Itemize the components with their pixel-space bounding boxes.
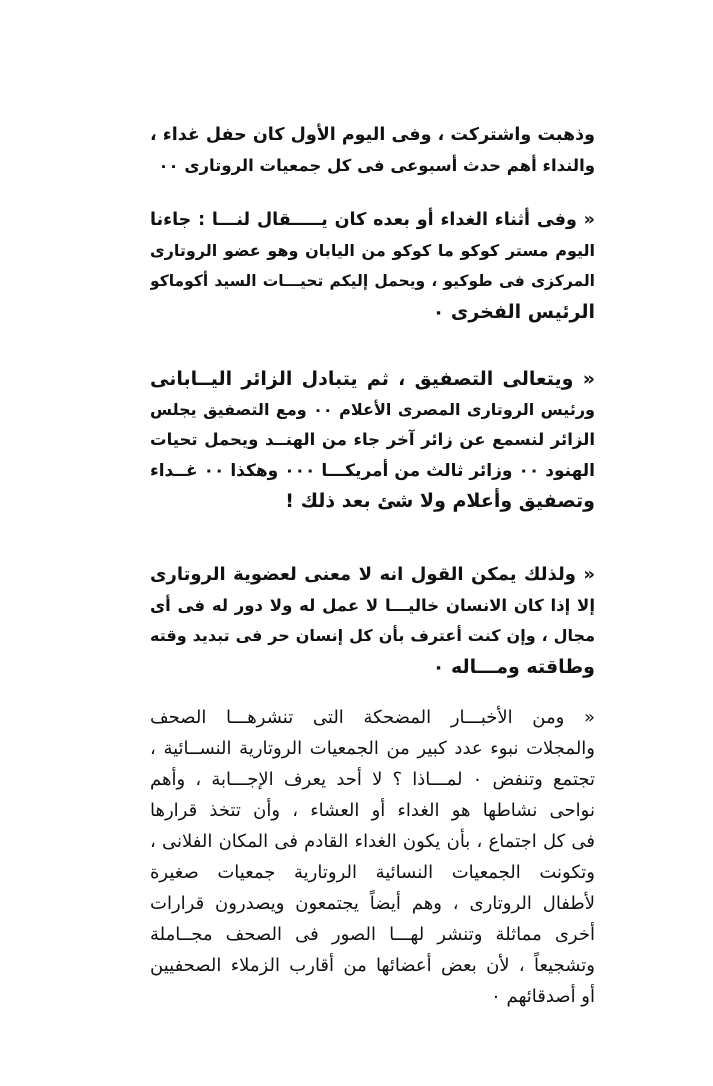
text-line: وتشجيعاً ، لأن بعض أعضائها من أقارب الزملاء الصحفيين: [150, 955, 595, 976]
text-line: الزائر لنسمع عن زائر آخر جاء من الهنــد ويحمل تحيات: [150, 430, 595, 449]
text-line: أخرى مماثلة وتنشر لهـــا الصور فى الصحف مجــاملة: [150, 924, 595, 945]
text-line: وتكونت الجمعيات النسائية الروتارية جمعيات صغيرة: [150, 862, 595, 883]
paragraph-1: [150, 120, 595, 181]
paragraph-5: [150, 702, 595, 1012]
text-line: « ولذلك يمكن القول انه لا معنى لعضوية الروتارى: [150, 564, 595, 585]
text-line: « ومن الأخبـــار المضحكة التى تنشرهـــا الصحف: [150, 707, 595, 728]
text-line: « ويتعالى التصفيق ، ثم يتبادل الزائر اليــابانى: [150, 368, 595, 390]
text-line: المركزى فى طوكيو ، ويحمل إليكم تحيـــات السيد أكوماكو: [150, 272, 595, 290]
text-line: إلا إذا كان الانسان خاليـــا لا عمل له ولا دور له فى أى: [150, 595, 595, 615]
text-line: وذهبت واشتركت ، وفى اليوم الأول كان حفل غداء ،: [150, 125, 595, 145]
text-line: « وفى أثناء الغداء أو بعده كان يـــــقال لنـــا : جاءنا: [150, 210, 595, 230]
text-line: ورئيس الروتارى المصرى الأعلام ٠٠ ومع التصفيق يجلس: [150, 399, 595, 419]
text-line: اليوم مستر كوكو ما كوكو من اليابان وهو عضو الروتارى: [150, 240, 595, 260]
text-line: لأطفال الروتارى ، وهم أيضاً يجتمعون ويصدرون قرارات: [150, 893, 595, 914]
text-line: فى كل اجتماع ، بأن يكون الغداء القادم فى المكان الفلانى ،: [150, 831, 595, 852]
paragraph-4: [150, 560, 595, 682]
text-line: أو أصدقائهم ٠: [491, 986, 595, 1007]
paragraph-3: [150, 364, 595, 517]
text-line: وتصفيق وأعلام ولا شئ بعد ذلك !: [285, 490, 595, 512]
text-line: والنداء أهم حدث أسبوعى فى كل جمعيات الروتارى ٠٠: [158, 155, 595, 175]
text-line: تجتمع وتنفض ٠ لمـــاذا ؟ لا أحد يعرف الإجـــابة ، وأهم: [150, 769, 595, 790]
text-line: وطاقته ومـــاله ٠: [432, 655, 595, 678]
text-line: نواحى نشاطها هو الغداء أو العشاء ، وأن تتخذ قرارها: [150, 800, 595, 821]
text-line: مجال ، وإن كنت أعترف بأن كل إنسان حر فى تبديد وقته: [150, 626, 595, 645]
text-line: الرئيس الفخرى ٠: [432, 300, 595, 323]
text-line: الهنود ٠٠ وزائر ثالث من أمريكـــا ٠٠٠ وهكذا ٠٠ غــداء: [150, 460, 595, 481]
paragraph-2: [150, 205, 595, 327]
text-line: والمجلات نبوء عدد كبير من الجمعيات الروتارية النســائية ،: [150, 738, 595, 759]
